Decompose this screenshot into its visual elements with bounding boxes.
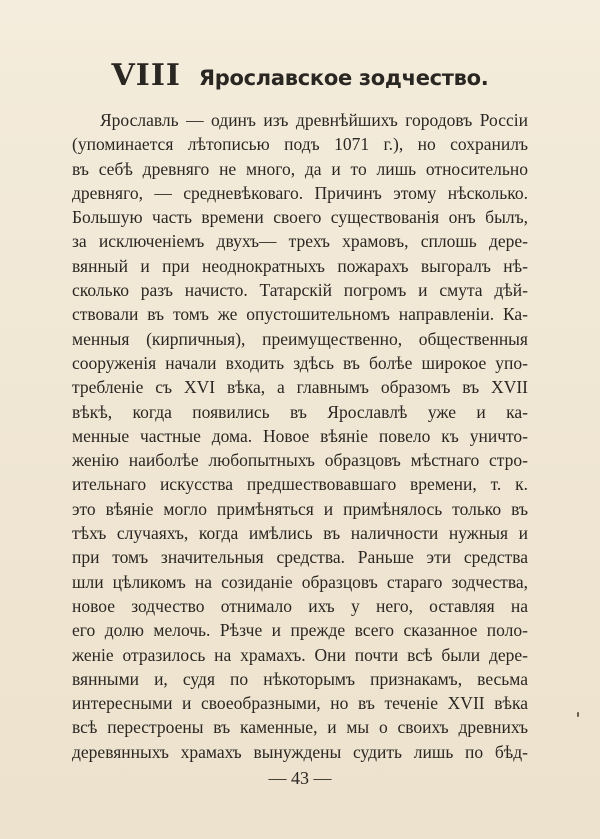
- text-line: тѣхъ случаяхъ, когда имѣлись въ наличности нужныя и: [72, 523, 528, 544]
- text-line: требленіе съ XVI вѣка, а главнымъ образомъ въ XVII: [72, 377, 528, 398]
- body-paragraph: [72, 108, 528, 764]
- chapter-number: VIII: [111, 58, 181, 93]
- text-line: сооруженія начали входить здѣсь въ болѣе широкое упо-: [72, 352, 528, 373]
- text-line: вянными и, судя по нѣкоторымъ признакамъ, весьма: [72, 668, 528, 689]
- text-line: менныя (кирпичныя), преимущественно, общественныя: [72, 328, 528, 349]
- text-line: при томъ значительныя средства. Раньше эти средства: [72, 547, 528, 568]
- text-line: женіе отразилось на храмахъ. Они почти всѣ были дере-: [72, 644, 528, 665]
- text-line: въ себѣ древняго не много, да и то лишь относительно: [72, 158, 528, 179]
- text-line: новое зодчество отнимало ихъ у него, оставляя на: [72, 595, 528, 616]
- chapter-heading: [0, 58, 600, 93]
- text-line: это вѣяніе могло примѣняться и примѣнялось только въ: [72, 498, 528, 519]
- text-line: сколько разъ начисто. Татарскій погромъ и смута дѣй-: [72, 280, 528, 301]
- paper-speck: [577, 712, 579, 717]
- chapter-title: Ярославское зодчество.: [198, 66, 489, 90]
- text-line: древняго, — средневѣковаго. Причинъ этому нѣсколько.: [72, 182, 528, 203]
- text-line: его долю мелочь. Рѣзче и прежде всего сказанное поло-: [72, 620, 528, 641]
- text-line: Ярославль — одинъ изъ древнѣйшихъ городовъ Россіи: [100, 110, 528, 130]
- text-line: (упоминается лѣтописью подъ 1071 г.), но сохранилъ: [72, 134, 528, 155]
- text-line: шли цѣликомъ на созиданіе образцовъ стараго зодчества,: [72, 571, 528, 592]
- text-line: за исключеніемъ двухъ— трехъ храмовъ, сплошь дере-: [72, 231, 528, 252]
- text-line: вѣкѣ, когда появились въ Ярославлѣ уже и ка-: [72, 401, 528, 422]
- page-number: — 43 —: [268, 768, 332, 788]
- text-line: Большую часть времени своего существованія онъ былъ,: [72, 207, 528, 228]
- text-line: вянный и при неоднократныхъ пожарахъ выгоралъ нѣ-: [72, 255, 528, 276]
- text-line: менные частные дома. Новое вѣяніе повело къ уничто-: [72, 425, 528, 446]
- text-line: интересными и своеобразными, но въ теченіе XVII вѣка: [72, 693, 528, 714]
- text-line: всѣ перестроены въ каменные, и мы о своихъ древнихъ: [72, 717, 528, 738]
- text-line: деревянныхъ храмахъ вынуждены судить лишь по бѣд-: [72, 741, 528, 762]
- text-line: женію наиболѣе любопытныхъ образцовъ мѣстнаго стро-: [72, 450, 528, 471]
- text-line: ствовали въ томъ же опустошительномъ направленіи. Ка-: [72, 304, 528, 325]
- text-line: ительнаго искусства предшествовавшаго времени, т. к.: [72, 474, 528, 495]
